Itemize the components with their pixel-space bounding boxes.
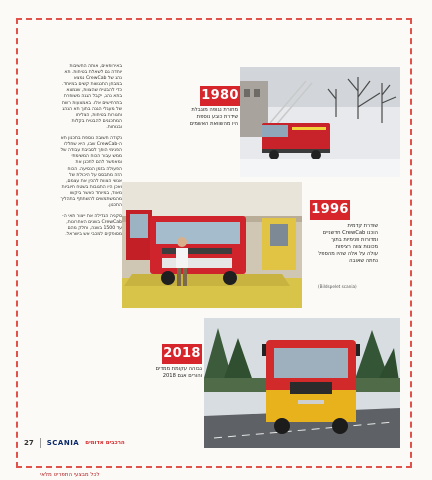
caption-2018 bbox=[140, 366, 202, 380]
caption-line: הוכנו CrewCab חדשניים bbox=[322, 230, 378, 236]
body-text-column bbox=[60, 64, 122, 244]
caption-line: גבוהה עקומת ממדים bbox=[155, 366, 202, 372]
photo-1996-factory bbox=[122, 182, 302, 308]
caption-line: נחתה שאובה bbox=[349, 258, 378, 264]
caption-1996 bbox=[306, 223, 378, 265]
photo-1980-fire-truck bbox=[240, 67, 400, 177]
page-number: 27 bbox=[24, 439, 34, 447]
photo-credit-1996: (Bildspelet scania) bbox=[318, 284, 357, 289]
photo-1996-illustration bbox=[122, 182, 302, 308]
caption-line: והורים אגם 2018 bbox=[162, 373, 202, 379]
caption-line: מחורת נגופה מוגבלת bbox=[191, 107, 238, 113]
caption-line: עולה על אלה שהיו מהספל bbox=[318, 251, 378, 257]
brand-logo: SCANIA bbox=[46, 439, 80, 447]
caption-line: מכונות צווה רציפות bbox=[335, 244, 378, 250]
photo-1980-illustration bbox=[240, 67, 400, 177]
page-footer bbox=[24, 436, 125, 450]
photo-2018-illustration bbox=[204, 318, 400, 448]
year-badge-2018: 2018 bbox=[162, 344, 202, 364]
year-badge-1996: 1996 bbox=[310, 200, 350, 220]
caption-line: ומדורות פנימיות בתוך bbox=[331, 237, 378, 243]
caption-line: שודרת קדמית bbox=[347, 223, 378, 229]
caption-1980 bbox=[188, 107, 238, 128]
caption-line: היו מהשוואת האשמים bbox=[189, 121, 238, 127]
caption-line: שידרת כובע נוספת bbox=[196, 114, 238, 120]
photo-2018-fire-truck bbox=[204, 318, 400, 448]
body-paragraph: נקודה חשובה נוספת בתכנון תא ה-CrewCab שבו, היא שחללו הפנימי הופך לסביבת עבודה של ממש עבור הכוח המשימתי ומאפשר להם לתכנן את הפעולה בזמן הנסיעה. הכוח הזה מתבסס על היכולת של אנשי הצוות להכין את עצמם, ואכן היו התגובות בשטח חיוביות מאוד, במיוחד כאשר ביקשו מהמשתמשים להשתתף בתהליך התכנון. bbox=[60, 136, 122, 209]
body-paragraph: סקניה הגדילה את ייצור תאי ה-CrewCab בשנים האחרונות, עד 1500 בשנה, וחלק מהם מסופקים למכבי אש בישראל. bbox=[62, 214, 122, 238]
body-paragraph: באירופאים, אותה החשיבות יוחדה גם לשאלת בטיחות. תא נהג של CrewCab נמצא במבחן התנגשות קשים במיוחד. כדי להבטיח שהצוות, שנמצא בתא נהג, יקבל הגנה משופרת בתרחישים אלו. באמצעות רשת של מעגלי הגנה בתוך תא הנהג וחגורות בטיחות, הצליחו המתכננים להבטיח בקלות ובנוחות. bbox=[62, 64, 122, 130]
section-name: הרכבים אדומים bbox=[85, 440, 125, 446]
footer-divider bbox=[40, 438, 41, 448]
year-badge-1980: 1980 bbox=[200, 86, 240, 106]
next-page-strip: לכל מבצעי התפריט מלאי bbox=[40, 472, 100, 478]
